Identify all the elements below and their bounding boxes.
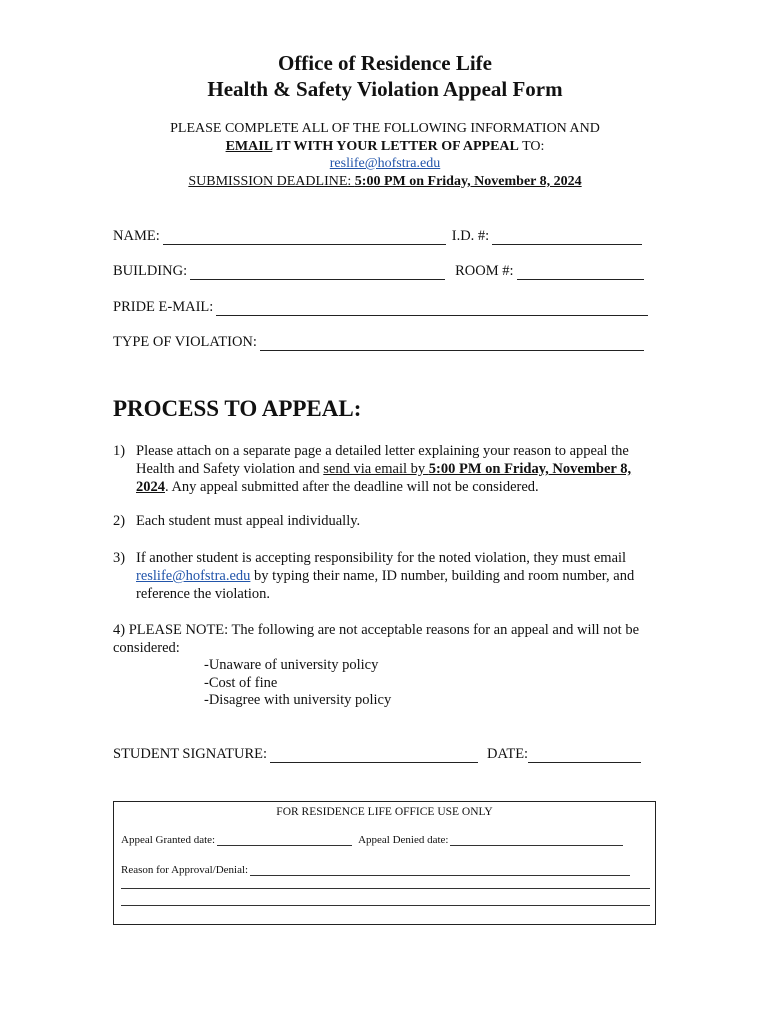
violation-type-line[interactable] <box>260 336 644 351</box>
reason-item: -Unaware of university policy <box>204 657 379 673</box>
item2-text: Each student must appeal individually. <box>136 513 361 529</box>
submission-deadline <box>0 173 770 191</box>
process-item-2 <box>113 512 658 530</box>
item3-rest: by typing their name, ID number, building and room number, and reference the violation. <box>136 568 635 602</box>
pride-email-line[interactable] <box>216 301 648 316</box>
deadline-value: 5:00 PM on Friday, November 8, 2024 <box>354 174 582 189</box>
office-use-header: FOR RESIDENCE LIFE OFFICE USE ONLY <box>276 806 493 818</box>
name-line[interactable] <box>163 230 446 245</box>
item-number: 2) <box>113 513 126 529</box>
building-label: BUILDING: <box>113 263 188 279</box>
item1-rest: . Any appeal submitted after the deadline will not be considered. <box>165 479 539 495</box>
form-title-line1: Office of Residence Life <box>277 51 492 75</box>
granted-date-line[interactable] <box>217 835 352 846</box>
process-item-4: 4) PLEASE NOTE: The following are not acceptable reasons for an appeal and will not be considered: <box>113 622 640 656</box>
deadline-label: SUBMISSION DEADLINE: <box>188 174 355 189</box>
signature-label: STUDENT SIGNATURE: <box>113 746 267 762</box>
item3-text: If another student is accepting responsibility for the noted violation, they must email <box>136 550 627 566</box>
instructions-line3 <box>0 155 770 173</box>
pride-email-field[interactable] <box>113 298 648 316</box>
item3-email-link[interactable]: reslife@hofstra.edu <box>136 568 251 584</box>
building-line[interactable] <box>190 265 445 280</box>
denied-date-label: Appeal Denied date: <box>358 834 449 846</box>
reason-label: Reason for Approval/Denial: <box>121 864 249 876</box>
name-field[interactable] <box>113 227 642 245</box>
form-title-line2: Health & Safety Violation Appeal Form <box>207 77 563 101</box>
instructions-line2 <box>0 138 770 156</box>
violation-type-label: TYPE OF VIOLATION: <box>113 334 257 350</box>
process-item-3 <box>113 549 658 603</box>
reason-line-3[interactable] <box>121 905 650 906</box>
denied-date-line[interactable] <box>450 835 623 846</box>
appeal-dates-row[interactable] <box>121 834 623 846</box>
item-number: 1) <box>113 443 126 459</box>
reason-line-2[interactable] <box>121 888 650 889</box>
reason-line[interactable] <box>250 865 630 876</box>
room-label: ROOM #: <box>455 263 514 279</box>
id-line[interactable] <box>492 230 642 245</box>
item1-deadline: 5:00 PM on Friday, November 8, 2024 <box>136 461 632 495</box>
reason-row[interactable] <box>121 864 630 876</box>
violation-type-field[interactable] <box>113 333 644 351</box>
reason-item: -Cost of fine <box>204 675 278 691</box>
letter-of-appeal-text: IT WITH YOUR LETTER OF APPEAL <box>272 139 519 154</box>
reslife-email-link[interactable]: reslife@hofstra.edu <box>329 156 441 171</box>
room-line[interactable] <box>517 265 644 280</box>
email-word: EMAIL <box>225 139 273 154</box>
granted-date-label: Appeal Granted date: <box>121 834 216 846</box>
reason-item: -Disagree with university policy <box>204 692 392 708</box>
date-line[interactable] <box>528 748 641 763</box>
item1-send-email: send via email by <box>323 461 429 477</box>
item1-text: Please attach on a separate page a detailed letter explaining your reason to appeal the Health and Safety violation and <box>136 443 629 477</box>
pride-email-label: PRIDE E-MAIL: <box>113 299 214 315</box>
process-item-1 <box>113 442 658 496</box>
office-use-box <box>113 801 656 925</box>
instructions-line1: PLEASE COMPLETE ALL OF THE FOLLOWING INFORMATION AND <box>170 121 600 136</box>
building-field[interactable] <box>113 262 644 280</box>
name-label: NAME: <box>113 228 160 244</box>
item-number: 3) <box>113 550 126 566</box>
date-label: DATE: <box>487 746 529 762</box>
id-label: I.D. #: <box>451 228 490 244</box>
to-text: TO: <box>518 139 545 154</box>
signature-line[interactable] <box>270 748 478 763</box>
process-heading: PROCESS TO APPEAL: <box>113 396 362 421</box>
signature-field[interactable] <box>113 745 641 763</box>
